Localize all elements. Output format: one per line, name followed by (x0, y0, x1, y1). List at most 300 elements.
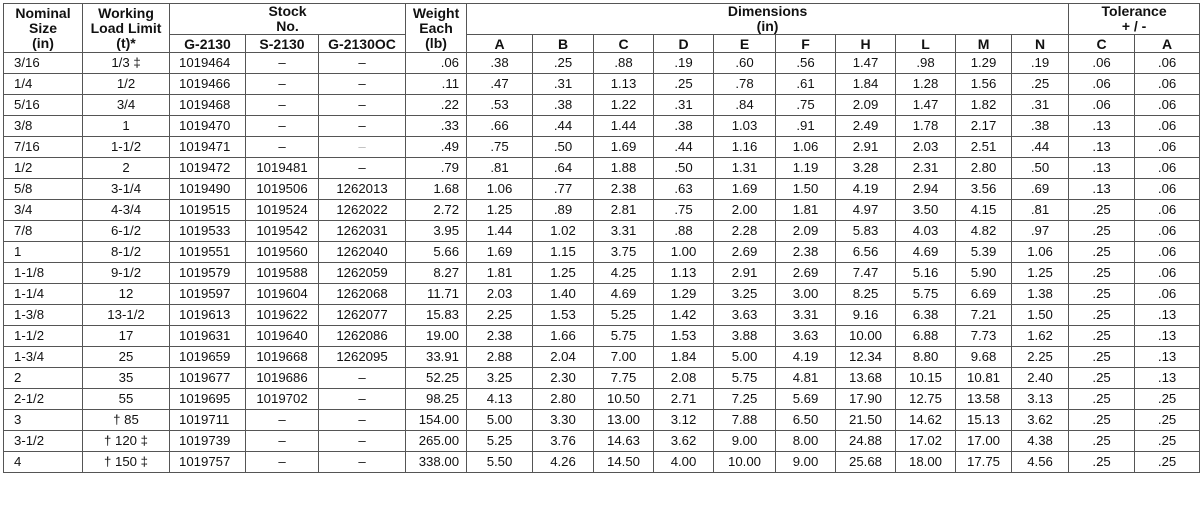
stock-s2130-cell: – (246, 137, 319, 158)
dim-a-cell: 5.25 (467, 431, 533, 452)
stock-g2130-cell: 1019464 (170, 53, 246, 74)
dim-c-cell: 7.75 (594, 368, 654, 389)
dim-h-cell: 4.19 (836, 179, 896, 200)
dim-a-cell: 2.03 (467, 284, 533, 305)
stock-g2130oc-cell: 1262086 (319, 326, 406, 347)
tol-c-cell: .25 (1069, 389, 1135, 410)
table-row (4, 116, 1200, 137)
dim-d-cell: 1.84 (654, 347, 714, 368)
dim-h-cell: 7.47 (836, 263, 896, 284)
nominal-size-cell: 5/8 (4, 179, 83, 200)
dim-e-cell: 3.88 (714, 326, 776, 347)
dim-n-cell: .50 (1012, 158, 1069, 179)
dim-b-cell: 2.04 (533, 347, 594, 368)
dim-d-cell: .38 (654, 116, 714, 137)
dim-f-cell: 2.09 (776, 221, 836, 242)
dim-e-cell: 3.63 (714, 305, 776, 326)
header-line: (lb) (425, 35, 447, 51)
dim-h-cell: 25.68 (836, 452, 896, 473)
dim-b-cell: 1.40 (533, 284, 594, 305)
dim-l-cell: 2.03 (896, 137, 956, 158)
dim-f-cell: 4.19 (776, 347, 836, 368)
tol-c-cell: .25 (1069, 305, 1135, 326)
stock-g2130oc-cell: – (319, 53, 406, 74)
dim-f-cell: 3.63 (776, 326, 836, 347)
dim-h-cell: 2.49 (836, 116, 896, 137)
dim-m-cell: 17.00 (956, 431, 1012, 452)
stock-g2130oc-cell: 1262095 (319, 347, 406, 368)
nominal-size-cell: 3/4 (4, 200, 83, 221)
stock-g2130oc-cell: – (319, 410, 406, 431)
dim-e-cell: 2.00 (714, 200, 776, 221)
dim-e-cell: 5.00 (714, 347, 776, 368)
dim-e-cell: 2.91 (714, 263, 776, 284)
dim-d-cell: 3.62 (654, 431, 714, 452)
dim-c-cell: 2.81 (594, 200, 654, 221)
dim-c-cell: 4.69 (594, 284, 654, 305)
dim-c-cell: 14.50 (594, 452, 654, 473)
working-load-limit-cell: 1/3 ‡ (83, 53, 170, 74)
dim-n-cell: .81 (1012, 200, 1069, 221)
tol-a-cell: .06 (1135, 263, 1200, 284)
tol-a-cell: .25 (1135, 431, 1200, 452)
table-row (4, 242, 1200, 263)
tol-a-cell: .06 (1135, 53, 1200, 74)
tol-a-cell: .25 (1135, 452, 1200, 473)
dimension-col-l-header: L (896, 35, 956, 53)
dim-m-cell: 5.39 (956, 242, 1012, 263)
stock-s2130-cell: – (246, 410, 319, 431)
stock-g2130oc-cell: – (319, 116, 406, 137)
table-row (4, 53, 1200, 74)
dim-m-cell: 2.80 (956, 158, 1012, 179)
dim-c-cell: 14.63 (594, 431, 654, 452)
stock-g2130-cell: 1019470 (170, 116, 246, 137)
dim-b-cell: 2.30 (533, 368, 594, 389)
stock-g2130-cell: 1019490 (170, 179, 246, 200)
table-row (4, 389, 1200, 410)
tol-a-cell: .06 (1135, 242, 1200, 263)
dim-h-cell: 4.97 (836, 200, 896, 221)
dimension-col-a-header: A (467, 35, 533, 53)
dim-n-cell: 1.50 (1012, 305, 1069, 326)
dim-f-cell: 6.50 (776, 410, 836, 431)
dim-l-cell: 2.31 (896, 158, 956, 179)
dim-c-cell: 13.00 (594, 410, 654, 431)
working-load-limit-cell: 3/4 (83, 95, 170, 116)
weight-cell: 19.00 (406, 326, 467, 347)
working-load-limit-cell: 6-1/2 (83, 221, 170, 242)
dim-l-cell: 6.38 (896, 305, 956, 326)
dim-f-cell: .56 (776, 53, 836, 74)
stock-s2130-cell: 1019702 (246, 389, 319, 410)
dim-h-cell: 6.56 (836, 242, 896, 263)
stock-g2130-cell: 1019711 (170, 410, 246, 431)
dim-m-cell: 2.51 (956, 137, 1012, 158)
nominal-size-cell: 1-1/2 (4, 326, 83, 347)
dim-n-cell: 1.62 (1012, 326, 1069, 347)
dim-l-cell: 10.15 (896, 368, 956, 389)
shackle-spec-table-container (3, 3, 1199, 473)
header-line: No. (276, 18, 299, 34)
dim-l-cell: 18.00 (896, 452, 956, 473)
dim-e-cell: 10.00 (714, 452, 776, 473)
dim-n-cell: 3.62 (1012, 410, 1069, 431)
dim-f-cell: 1.19 (776, 158, 836, 179)
working-load-limit-header (83, 4, 170, 53)
dim-n-cell: 1.25 (1012, 263, 1069, 284)
working-load-limit-cell: 17 (83, 326, 170, 347)
dim-d-cell: 3.12 (654, 410, 714, 431)
dim-b-cell: .31 (533, 74, 594, 95)
stock-g2130oc-cell: – (319, 452, 406, 473)
nominal-size-cell: 2 (4, 368, 83, 389)
tol-c-cell: .25 (1069, 242, 1135, 263)
dim-d-cell: .50 (654, 158, 714, 179)
weight-cell: 52.25 (406, 368, 467, 389)
dim-a-cell: 2.38 (467, 326, 533, 347)
stock-g2130-cell: 1019631 (170, 326, 246, 347)
stock-s2130-cell: – (246, 53, 319, 74)
dim-b-cell: 3.30 (533, 410, 594, 431)
dim-e-cell: .78 (714, 74, 776, 95)
dim-f-cell: 2.38 (776, 242, 836, 263)
dim-l-cell: 12.75 (896, 389, 956, 410)
dim-d-cell: 1.29 (654, 284, 714, 305)
stock-s2130-cell: 1019524 (246, 200, 319, 221)
dim-l-cell: 3.50 (896, 200, 956, 221)
dim-d-cell: 2.71 (654, 389, 714, 410)
dimension-col-e-header: E (714, 35, 776, 53)
dim-d-cell: 4.00 (654, 452, 714, 473)
tol-c-cell: .06 (1069, 53, 1135, 74)
weight-cell: 8.27 (406, 263, 467, 284)
tol-c-cell: .06 (1069, 95, 1135, 116)
dim-a-cell: 5.50 (467, 452, 533, 473)
dim-d-cell: 1.13 (654, 263, 714, 284)
stock-s2130-cell: 1019686 (246, 368, 319, 389)
dim-a-cell: .66 (467, 116, 533, 137)
dimension-col-m-header: M (956, 35, 1012, 53)
dim-d-cell: .25 (654, 74, 714, 95)
working-load-limit-cell: 1-1/2 (83, 137, 170, 158)
dim-d-cell: 1.53 (654, 326, 714, 347)
dim-f-cell: 3.00 (776, 284, 836, 305)
nominal-size-cell: 4 (4, 452, 83, 473)
dim-h-cell: 2.91 (836, 137, 896, 158)
dim-m-cell: 1.82 (956, 95, 1012, 116)
dim-b-cell: 1.66 (533, 326, 594, 347)
tol-a-cell: .06 (1135, 74, 1200, 95)
tol-a-cell: .13 (1135, 305, 1200, 326)
dim-e-cell: 1.03 (714, 116, 776, 137)
dim-l-cell: 2.94 (896, 179, 956, 200)
dim-a-cell: .47 (467, 74, 533, 95)
tol-c-cell: .13 (1069, 116, 1135, 137)
dim-a-cell: 1.44 (467, 221, 533, 242)
tol-a-cell: .06 (1135, 137, 1200, 158)
tol-c-cell: .25 (1069, 326, 1135, 347)
dim-f-cell: 2.69 (776, 263, 836, 284)
tol-c-cell: .13 (1069, 158, 1135, 179)
dim-l-cell: 4.03 (896, 221, 956, 242)
dim-h-cell: 12.34 (836, 347, 896, 368)
header-line: Nominal (15, 5, 71, 21)
weight-cell: .33 (406, 116, 467, 137)
working-load-limit-cell: † 120 ‡ (83, 431, 170, 452)
tol-c-cell: .25 (1069, 410, 1135, 431)
stock-g2130-cell: 1019579 (170, 263, 246, 284)
dim-c-cell: 1.22 (594, 95, 654, 116)
table-row (4, 221, 1200, 242)
stock-g2130oc-cell: 1262077 (319, 305, 406, 326)
dim-a-cell: 2.25 (467, 305, 533, 326)
dim-b-cell: 3.76 (533, 431, 594, 452)
dim-n-cell: 2.25 (1012, 347, 1069, 368)
header-line: Weight (412, 5, 460, 21)
table-row (4, 305, 1200, 326)
dim-f-cell: 1.81 (776, 200, 836, 221)
working-load-limit-cell: 12 (83, 284, 170, 305)
working-load-limit-cell: 2 (83, 158, 170, 179)
weight-cell: .79 (406, 158, 467, 179)
dim-d-cell: .19 (654, 53, 714, 74)
nominal-size-cell: 1-3/8 (4, 305, 83, 326)
dimension-col-c-header: C (594, 35, 654, 53)
working-load-limit-cell: 4-3/4 (83, 200, 170, 221)
working-load-limit-cell: 13-1/2 (83, 305, 170, 326)
stock-col-g2130-header: G-2130 (170, 35, 246, 53)
dim-b-cell: 1.15 (533, 242, 594, 263)
tolerance-col-c-header: C (1069, 35, 1135, 53)
table-row (4, 200, 1200, 221)
stock-s2130-cell: 1019560 (246, 242, 319, 263)
header-line: + / - (1121, 18, 1147, 34)
dim-l-cell: 17.02 (896, 431, 956, 452)
tol-a-cell: .13 (1135, 326, 1200, 347)
stock-no-header (170, 4, 406, 35)
stock-s2130-cell: – (246, 74, 319, 95)
table-row (4, 347, 1200, 368)
dim-e-cell: 9.00 (714, 431, 776, 452)
dim-n-cell: .38 (1012, 116, 1069, 137)
dimension-col-b-header: B (533, 35, 594, 53)
nominal-size-cell: 7/8 (4, 221, 83, 242)
dim-l-cell: .98 (896, 53, 956, 74)
working-load-limit-cell: 8-1/2 (83, 242, 170, 263)
dim-n-cell: .69 (1012, 179, 1069, 200)
working-load-limit-cell: 1 (83, 116, 170, 137)
dim-h-cell: 9.16 (836, 305, 896, 326)
header-line: Tolerance (1101, 3, 1167, 19)
dim-f-cell: .91 (776, 116, 836, 137)
stock-g2130-cell: 1019471 (170, 137, 246, 158)
dim-a-cell: 4.13 (467, 389, 533, 410)
nominal-size-cell: 1/2 (4, 158, 83, 179)
stock-g2130oc-cell: 1262068 (319, 284, 406, 305)
weight-cell: 2.72 (406, 200, 467, 221)
dim-a-cell: .81 (467, 158, 533, 179)
tol-c-cell: .25 (1069, 368, 1135, 389)
header-line: Stock (268, 3, 307, 19)
stock-g2130oc-cell: 1262022 (319, 200, 406, 221)
dim-m-cell: 1.29 (956, 53, 1012, 74)
dim-m-cell: 15.13 (956, 410, 1012, 431)
nominal-size-cell: 1/4 (4, 74, 83, 95)
dim-n-cell: .44 (1012, 137, 1069, 158)
tol-a-cell: .06 (1135, 158, 1200, 179)
tol-c-cell: .25 (1069, 221, 1135, 242)
working-load-limit-cell: 3-1/4 (83, 179, 170, 200)
tol-a-cell: .13 (1135, 368, 1200, 389)
dim-a-cell: 5.00 (467, 410, 533, 431)
dim-h-cell: 5.83 (836, 221, 896, 242)
dim-l-cell: 1.47 (896, 95, 956, 116)
tol-c-cell: .13 (1069, 179, 1135, 200)
stock-g2130-cell: 1019472 (170, 158, 246, 179)
dim-m-cell: 1.56 (956, 74, 1012, 95)
table-row (4, 179, 1200, 200)
stock-g2130oc-cell: – (319, 95, 406, 116)
dim-f-cell: 3.31 (776, 305, 836, 326)
stock-g2130-cell: 1019551 (170, 242, 246, 263)
nominal-size-cell: 3/16 (4, 53, 83, 74)
dim-b-cell: .25 (533, 53, 594, 74)
dim-b-cell: 2.80 (533, 389, 594, 410)
dim-b-cell: 4.26 (533, 452, 594, 473)
dim-b-cell: 1.53 (533, 305, 594, 326)
table-row (4, 431, 1200, 452)
dim-e-cell: .60 (714, 53, 776, 74)
dim-f-cell: 4.81 (776, 368, 836, 389)
dim-h-cell: 2.09 (836, 95, 896, 116)
dim-n-cell: 4.38 (1012, 431, 1069, 452)
nominal-size-cell: 1-1/4 (4, 284, 83, 305)
dim-n-cell: .97 (1012, 221, 1069, 242)
dimension-col-h-header: H (836, 35, 896, 53)
dim-n-cell: 3.13 (1012, 389, 1069, 410)
dim-m-cell: 10.81 (956, 368, 1012, 389)
dim-m-cell: 9.68 (956, 347, 1012, 368)
dim-h-cell: 17.90 (836, 389, 896, 410)
header-line: Working (98, 5, 154, 21)
weight-cell: .22 (406, 95, 467, 116)
working-load-limit-cell: 9-1/2 (83, 263, 170, 284)
stock-s2130-cell: 1019506 (246, 179, 319, 200)
nominal-size-cell: 7/16 (4, 137, 83, 158)
stock-g2130-cell: 1019659 (170, 347, 246, 368)
stock-col-g2130oc-header: G-2130OC (319, 35, 406, 53)
weight-cell: 265.00 (406, 431, 467, 452)
nominal-size-cell: 3/8 (4, 116, 83, 137)
dim-d-cell: 1.00 (654, 242, 714, 263)
stock-g2130-cell: 1019739 (170, 431, 246, 452)
dim-e-cell: 3.25 (714, 284, 776, 305)
header-line: Each (419, 20, 453, 36)
stock-g2130-cell: 1019757 (170, 452, 246, 473)
dim-l-cell: 5.16 (896, 263, 956, 284)
tol-a-cell: .06 (1135, 116, 1200, 137)
dim-m-cell: 3.56 (956, 179, 1012, 200)
dimension-col-f-header: F (776, 35, 836, 53)
weight-cell: 11.71 (406, 284, 467, 305)
dim-e-cell: 1.16 (714, 137, 776, 158)
weight-cell: 98.25 (406, 389, 467, 410)
dim-n-cell: .31 (1012, 95, 1069, 116)
dimension-col-d-header: D (654, 35, 714, 53)
header-line: (t)* (116, 35, 136, 51)
working-load-limit-cell: † 150 ‡ (83, 452, 170, 473)
dim-b-cell: .44 (533, 116, 594, 137)
weight-cell: 338.00 (406, 452, 467, 473)
dim-n-cell: 1.06 (1012, 242, 1069, 263)
dim-h-cell: 21.50 (836, 410, 896, 431)
tol-c-cell: .25 (1069, 431, 1135, 452)
dim-m-cell: 7.73 (956, 326, 1012, 347)
dim-c-cell: 3.75 (594, 242, 654, 263)
dim-m-cell: 4.82 (956, 221, 1012, 242)
tolerance-col-a-header: A (1135, 35, 1200, 53)
dim-f-cell: 1.50 (776, 179, 836, 200)
dim-l-cell: 1.78 (896, 116, 956, 137)
stock-s2130-cell: – (246, 431, 319, 452)
dim-c-cell: .88 (594, 53, 654, 74)
stock-g2130-cell: 1019597 (170, 284, 246, 305)
stock-s2130-cell: 1019481 (246, 158, 319, 179)
dim-m-cell: 6.69 (956, 284, 1012, 305)
dim-a-cell: 1.81 (467, 263, 533, 284)
shackle-spec-table (3, 3, 1200, 473)
dim-n-cell: 4.56 (1012, 452, 1069, 473)
dim-h-cell: 8.25 (836, 284, 896, 305)
table-body (4, 53, 1200, 473)
stock-s2130-cell: 1019588 (246, 263, 319, 284)
dim-n-cell: .25 (1012, 74, 1069, 95)
dim-c-cell: 1.88 (594, 158, 654, 179)
dim-b-cell: .38 (533, 95, 594, 116)
stock-g2130oc-cell: 1262013 (319, 179, 406, 200)
dim-b-cell: .64 (533, 158, 594, 179)
weight-cell: 154.00 (406, 410, 467, 431)
nominal-size-cell: 3 (4, 410, 83, 431)
stock-g2130oc-cell: – (319, 137, 406, 158)
dim-f-cell: 9.00 (776, 452, 836, 473)
dim-d-cell: 1.42 (654, 305, 714, 326)
dim-b-cell: .50 (533, 137, 594, 158)
tol-a-cell: .25 (1135, 389, 1200, 410)
weight-cell: 33.91 (406, 347, 467, 368)
dim-h-cell: 1.84 (836, 74, 896, 95)
tol-c-cell: .13 (1069, 137, 1135, 158)
weight-each-header (406, 4, 467, 53)
weight-cell: 3.95 (406, 221, 467, 242)
dim-b-cell: .89 (533, 200, 594, 221)
dim-d-cell: .63 (654, 179, 714, 200)
nominal-size-cell: 5/16 (4, 95, 83, 116)
dim-e-cell: 2.28 (714, 221, 776, 242)
dim-l-cell: 1.28 (896, 74, 956, 95)
working-load-limit-cell: 35 (83, 368, 170, 389)
dim-f-cell: .75 (776, 95, 836, 116)
stock-g2130-cell: 1019695 (170, 389, 246, 410)
dim-d-cell: 2.08 (654, 368, 714, 389)
stock-s2130-cell: 1019640 (246, 326, 319, 347)
dim-a-cell: .75 (467, 137, 533, 158)
working-load-limit-cell: 25 (83, 347, 170, 368)
table-row (4, 368, 1200, 389)
dim-b-cell: 1.02 (533, 221, 594, 242)
dim-f-cell: .61 (776, 74, 836, 95)
